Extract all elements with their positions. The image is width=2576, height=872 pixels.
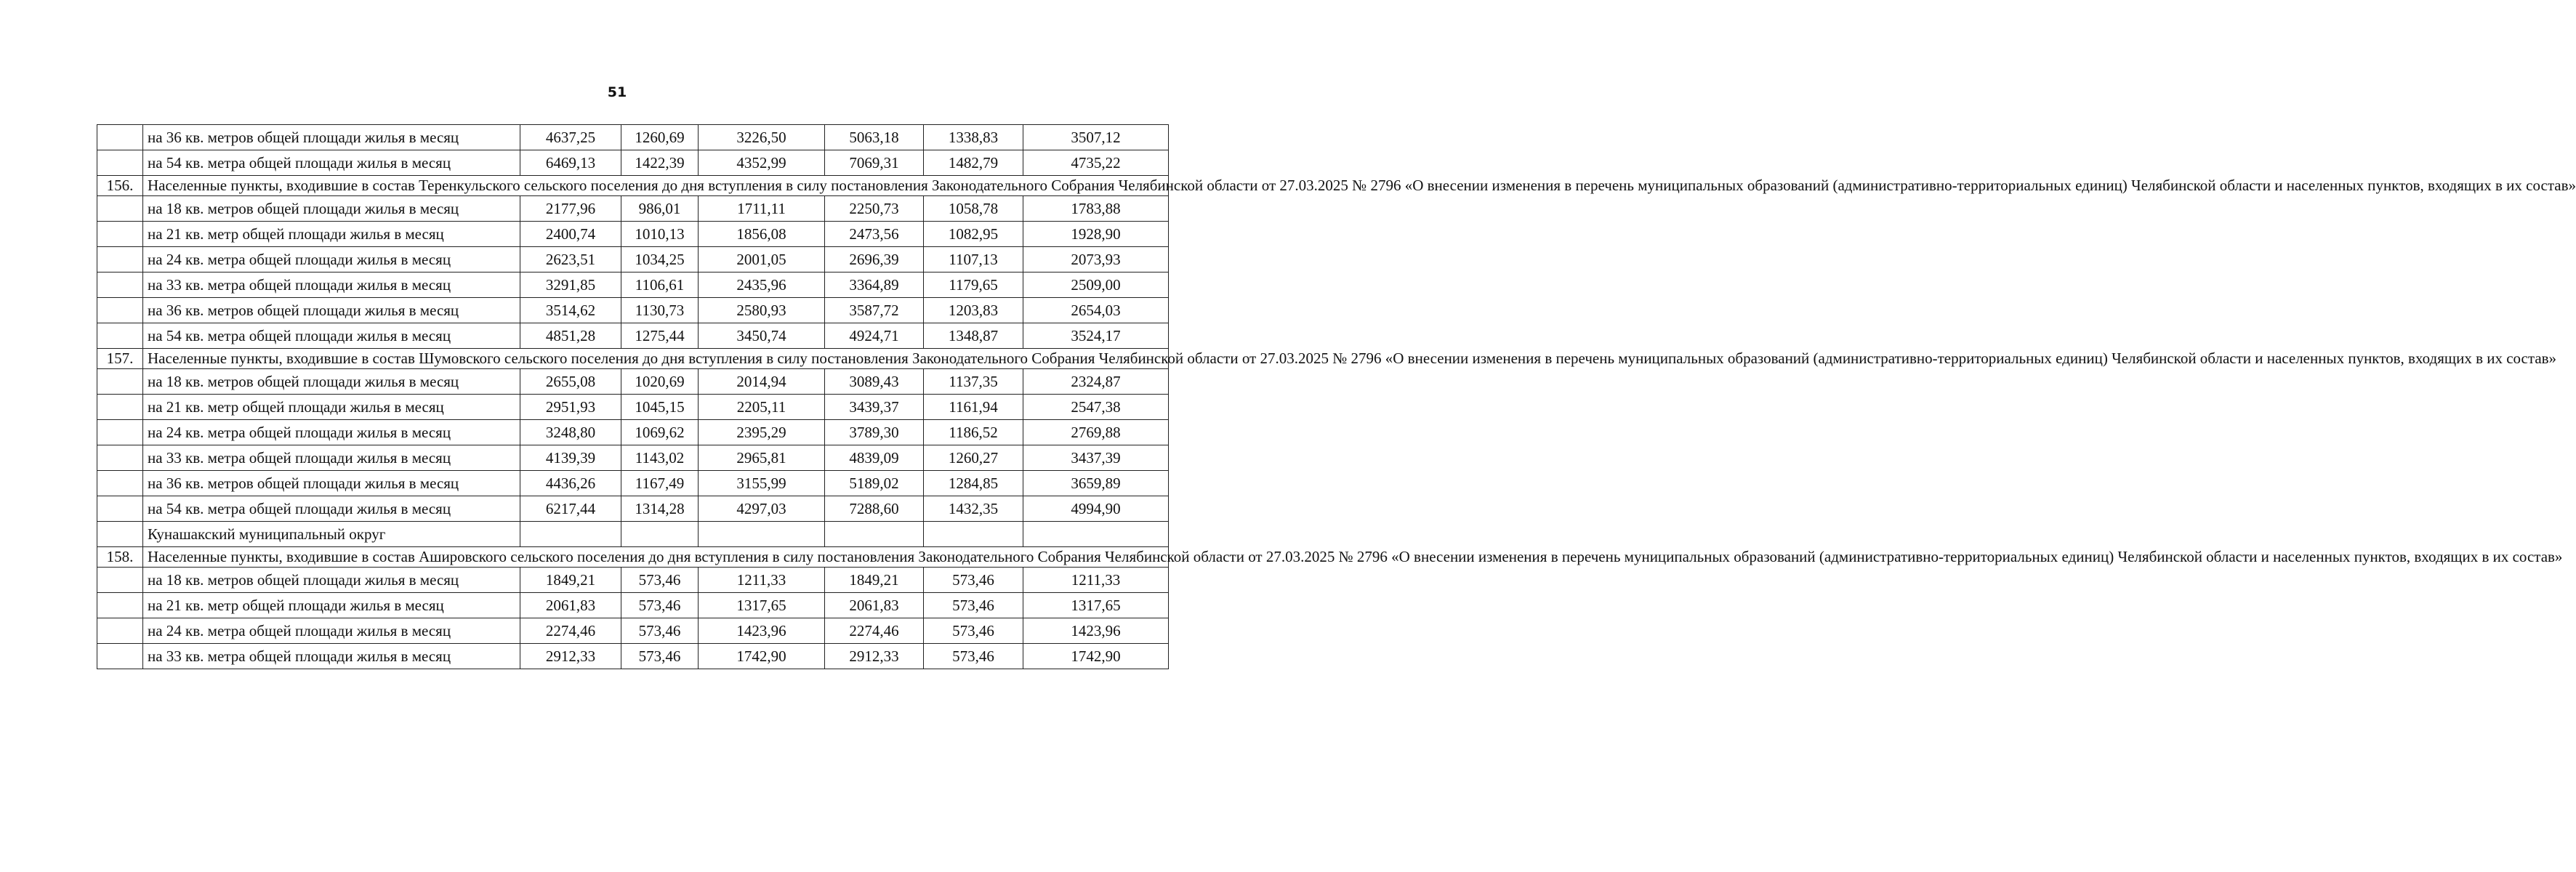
value-cell: 2435,96 (699, 272, 825, 298)
value-cell: 1069,62 (621, 420, 699, 445)
value-cell: 5063,18 (825, 125, 924, 150)
table-row (97, 420, 1169, 445)
value-cell: 3789,30 (825, 420, 924, 445)
section-row (97, 547, 1169, 568)
table-row (97, 125, 1169, 150)
value-cell: 2324,87 (1023, 369, 1169, 395)
value-cell: 1422,39 (621, 150, 699, 176)
row-label: на 36 кв. метров общей площади жилья в месяц (143, 125, 520, 150)
row-label: на 33 кв. метра общей площади жилья в месяц (143, 272, 520, 298)
table-row (97, 196, 1169, 222)
table-row (97, 445, 1169, 471)
row-label: на 18 кв. метров общей площади жилья в месяц (143, 196, 520, 222)
row-label: на 33 кв. метра общей площади жилья в месяц (143, 644, 520, 669)
row-index-cell (97, 247, 143, 272)
value-cell: 2623,51 (520, 247, 621, 272)
value-cell: 3524,17 (1023, 323, 1169, 349)
value-cell: 1020,69 (621, 369, 699, 395)
table-row (97, 298, 1169, 323)
value-cell: 2965,81 (699, 445, 825, 471)
row-label: на 36 кв. метров общей площади жилья в месяц (143, 471, 520, 496)
value-cell: 1711,11 (699, 196, 825, 222)
row-label: на 33 кв. метра общей площади жилья в месяц (143, 445, 520, 471)
value-cell: 3514,62 (520, 298, 621, 323)
value-cell: 1010,13 (621, 222, 699, 247)
row-index-cell (97, 298, 143, 323)
value-cell: 1260,69 (621, 125, 699, 150)
rates-table (97, 124, 2576, 669)
section-row (97, 349, 1169, 369)
value-cell: 573,46 (621, 644, 699, 669)
value-cell: 2951,93 (520, 395, 621, 420)
section-number: 157. (97, 349, 143, 369)
value-cell: 1742,90 (1023, 644, 1169, 669)
value-cell: 1211,33 (1023, 568, 1169, 593)
value-cell: 2061,83 (520, 593, 621, 618)
value-cell: 1186,52 (924, 420, 1023, 445)
value-cell: 2177,96 (520, 196, 621, 222)
table-row (97, 222, 1169, 247)
row-index-cell (97, 496, 143, 522)
value-cell: 1314,28 (621, 496, 699, 522)
row-index-cell (97, 323, 143, 349)
row-label: на 24 кв. метра общей площади жилья в месяц (143, 618, 520, 644)
value-cell: 2655,08 (520, 369, 621, 395)
section-row (97, 176, 1169, 196)
value-cell: 1161,94 (924, 395, 1023, 420)
value-cell: 4851,28 (520, 323, 621, 349)
value-cell: 1423,96 (1023, 618, 1169, 644)
row-index-cell (97, 125, 143, 150)
value-cell: 3155,99 (699, 471, 825, 496)
value-cell: 573,46 (924, 618, 1023, 644)
value-cell: 2580,93 (699, 298, 825, 323)
value-cell: 2400,74 (520, 222, 621, 247)
value-cell: 1034,25 (621, 247, 699, 272)
value-cell: 3439,37 (825, 395, 924, 420)
table-row (97, 568, 1169, 593)
value-cell: 2274,46 (825, 618, 924, 644)
value-cell: 4994,90 (1023, 496, 1169, 522)
table-row (97, 150, 1169, 176)
value-cell: 2509,00 (1023, 272, 1169, 298)
value-cell: 3659,89 (1023, 471, 1169, 496)
row-label: на 18 кв. метров общей площади жилья в месяц (143, 568, 520, 593)
empty-cell (621, 522, 699, 547)
value-cell: 573,46 (924, 568, 1023, 593)
value-cell: 3437,39 (1023, 445, 1169, 471)
row-index-cell (97, 445, 143, 471)
value-cell: 1856,08 (699, 222, 825, 247)
row-index-cell (97, 222, 143, 247)
value-cell: 573,46 (621, 568, 699, 593)
value-cell: 1082,95 (924, 222, 1023, 247)
value-cell: 7288,60 (825, 496, 924, 522)
value-cell: 6469,13 (520, 150, 621, 176)
empty-cell (924, 522, 1023, 547)
value-cell: 4735,22 (1023, 150, 1169, 176)
value-cell: 1432,35 (924, 496, 1023, 522)
table-row (97, 272, 1169, 298)
value-cell: 3450,74 (699, 323, 825, 349)
table-row (97, 471, 1169, 496)
value-cell: 2769,88 (1023, 420, 1169, 445)
value-cell: 573,46 (621, 618, 699, 644)
value-cell: 2654,03 (1023, 298, 1169, 323)
table-row (97, 247, 1169, 272)
value-cell: 2547,38 (1023, 395, 1169, 420)
district-label: Кунашакский муниципальный округ (143, 522, 520, 547)
value-cell: 3226,50 (699, 125, 825, 150)
value-cell: 2473,56 (825, 222, 924, 247)
value-cell: 1317,65 (699, 593, 825, 618)
empty-cell (1023, 522, 1169, 547)
row-label: на 24 кв. метра общей площади жилья в месяц (143, 247, 520, 272)
value-cell: 1137,35 (924, 369, 1023, 395)
value-cell: 986,01 (621, 196, 699, 222)
value-cell: 3364,89 (825, 272, 924, 298)
value-cell: 1284,85 (924, 471, 1023, 496)
row-index-cell (97, 272, 143, 298)
row-index-cell (97, 150, 143, 176)
value-cell: 4839,09 (825, 445, 924, 471)
row-index-cell (97, 395, 143, 420)
table-row (97, 618, 1169, 644)
value-cell: 1167,49 (621, 471, 699, 496)
value-cell: 4352,99 (699, 150, 825, 176)
value-cell: 1107,13 (924, 247, 1023, 272)
table-row (97, 369, 1169, 395)
row-index-cell (97, 522, 143, 547)
value-cell: 4924,71 (825, 323, 924, 349)
table-row (97, 395, 1169, 420)
value-cell: 2014,94 (699, 369, 825, 395)
row-index-cell (97, 369, 143, 395)
row-index-cell (97, 420, 143, 445)
row-label: на 18 кв. метров общей площади жилья в месяц (143, 369, 520, 395)
table-row (97, 593, 1169, 618)
value-cell: 1211,33 (699, 568, 825, 593)
value-cell: 1348,87 (924, 323, 1023, 349)
section-number: 156. (97, 176, 143, 196)
row-index-cell (97, 471, 143, 496)
table-body (97, 125, 2576, 669)
value-cell: 1143,02 (621, 445, 699, 471)
value-cell: 1106,61 (621, 272, 699, 298)
value-cell: 4436,26 (520, 471, 621, 496)
value-cell: 1423,96 (699, 618, 825, 644)
value-cell: 1058,78 (924, 196, 1023, 222)
value-cell: 573,46 (621, 593, 699, 618)
empty-cell (699, 522, 825, 547)
value-cell: 1849,21 (825, 568, 924, 593)
value-cell: 1179,65 (924, 272, 1023, 298)
value-cell: 6217,44 (520, 496, 621, 522)
row-label: на 36 кв. метров общей площади жилья в месяц (143, 298, 520, 323)
value-cell: 3587,72 (825, 298, 924, 323)
value-cell: 2001,05 (699, 247, 825, 272)
section-description: Населенные пункты, входившие в состав Ашировского сельского поселения до дня вступления в силу постановления Законодательного Собрания Челябинской области от 27.03.2025 № 2796 «О внесении изменения в перечень муниципальных образований (административно-территориальных единиц) Челябинской области и населенных пунктов, входящих в их состав» (143, 547, 1169, 568)
row-index-cell (97, 618, 143, 644)
value-cell: 2912,33 (520, 644, 621, 669)
value-cell: 2205,11 (699, 395, 825, 420)
district-row (97, 522, 1169, 547)
row-label: на 21 кв. метр общей площади жилья в месяц (143, 222, 520, 247)
value-cell: 1783,88 (1023, 196, 1169, 222)
value-cell: 1260,27 (924, 445, 1023, 471)
row-label: на 21 кв. метр общей площади жилья в месяц (143, 395, 520, 420)
value-cell: 3507,12 (1023, 125, 1169, 150)
value-cell: 1203,83 (924, 298, 1023, 323)
empty-cell (825, 522, 924, 547)
value-cell: 1275,44 (621, 323, 699, 349)
row-label: на 24 кв. метра общей площади жилья в месяц (143, 420, 520, 445)
value-cell: 1338,83 (924, 125, 1023, 150)
page-number: 51 (607, 84, 627, 100)
value-cell: 4139,39 (520, 445, 621, 471)
row-label: на 54 кв. метра общей площади жилья в месяц (143, 323, 520, 349)
value-cell: 2250,73 (825, 196, 924, 222)
table-row (97, 496, 1169, 522)
row-index-cell (97, 644, 143, 669)
value-cell: 7069,31 (825, 150, 924, 176)
table-row (97, 644, 1169, 669)
value-cell: 1928,90 (1023, 222, 1169, 247)
value-cell: 3089,43 (825, 369, 924, 395)
table-row (97, 323, 1169, 349)
row-index-cell (97, 593, 143, 618)
section-number: 158. (97, 547, 143, 568)
value-cell: 2696,39 (825, 247, 924, 272)
value-cell: 2395,29 (699, 420, 825, 445)
value-cell: 1482,79 (924, 150, 1023, 176)
row-label: на 21 кв. метр общей площади жилья в месяц (143, 593, 520, 618)
value-cell: 1130,73 (621, 298, 699, 323)
value-cell: 2073,93 (1023, 247, 1169, 272)
value-cell: 2274,46 (520, 618, 621, 644)
value-cell: 1317,65 (1023, 593, 1169, 618)
row-index-cell (97, 568, 143, 593)
row-index-cell (97, 196, 143, 222)
value-cell: 2061,83 (825, 593, 924, 618)
value-cell: 4297,03 (699, 496, 825, 522)
value-cell: 4637,25 (520, 125, 621, 150)
value-cell: 573,46 (924, 593, 1023, 618)
section-description: Населенные пункты, входившие в состав Теренкульского сельского поселения до дня вступления в силу постановления Законодательного Собрания Челябинской области от 27.03.2025 № 2796 «О внесении изменения в перечень муниципальных образований (административно-территориальных единиц) Челябинской области и населенных пунктов, входящих в их состав» (143, 176, 1169, 196)
empty-cell (520, 522, 621, 547)
section-description: Населенные пункты, входившие в состав Шумовского сельского поселения до дня вступления в силу постановления Законодательного Собрания Челябинской области от 27.03.2025 № 2796 «О внесении изменения в перечень муниципальных образований (административно-территориальных единиц) Челябинской области и населенных пунктов, входящих в их состав» (143, 349, 1169, 369)
value-cell: 1045,15 (621, 395, 699, 420)
value-cell: 3248,80 (520, 420, 621, 445)
value-cell: 5189,02 (825, 471, 924, 496)
row-label: на 54 кв. метра общей площади жилья в месяц (143, 150, 520, 176)
value-cell: 1849,21 (520, 568, 621, 593)
value-cell: 573,46 (924, 644, 1023, 669)
value-cell: 1742,90 (699, 644, 825, 669)
row-label: на 54 кв. метра общей площади жилья в месяц (143, 496, 520, 522)
value-cell: 2912,33 (825, 644, 924, 669)
value-cell: 3291,85 (520, 272, 621, 298)
